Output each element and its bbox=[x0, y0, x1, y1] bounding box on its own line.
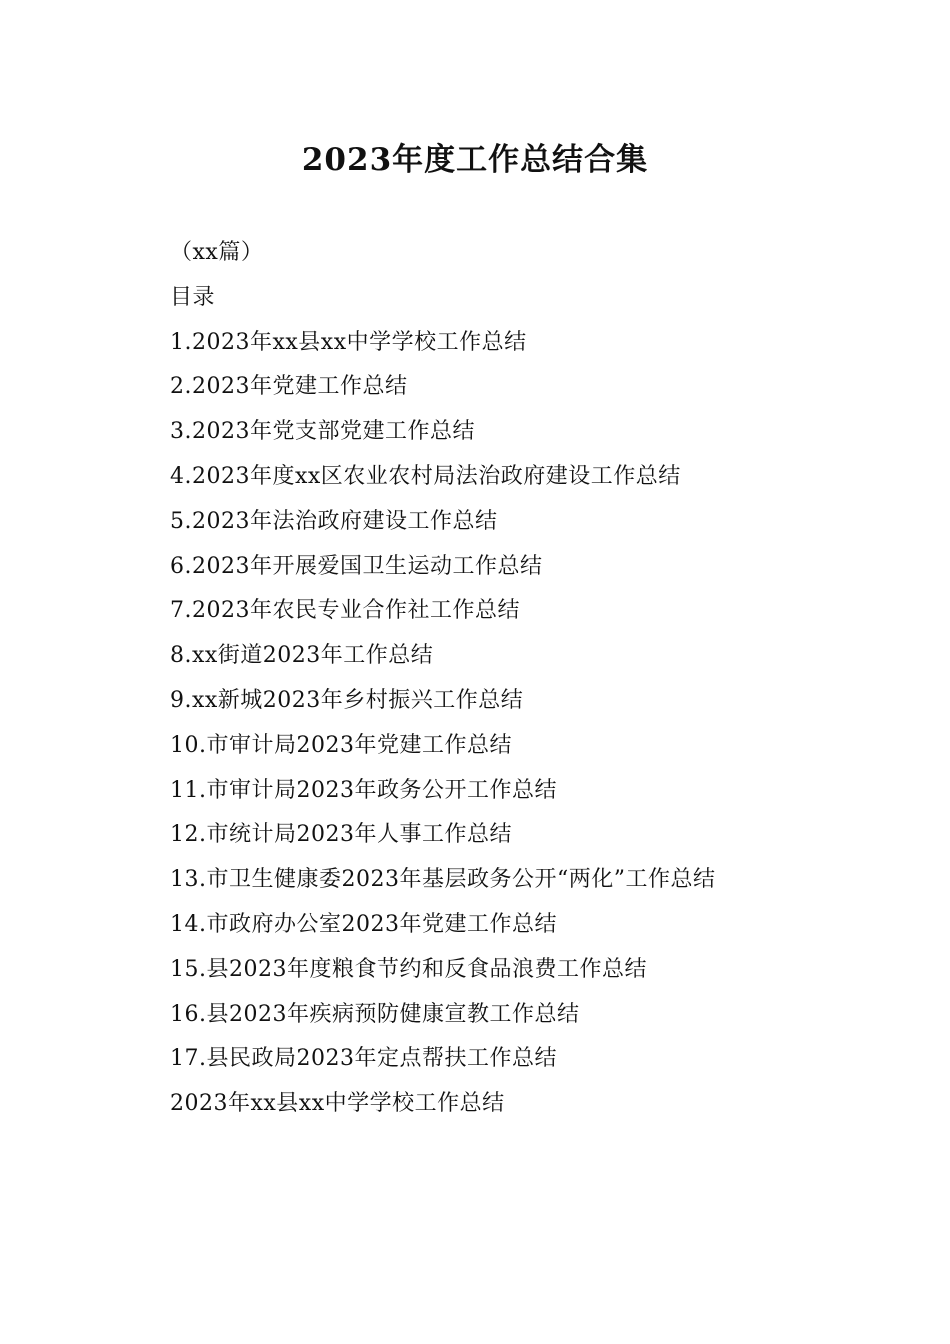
document-subtitle: （xx篇） bbox=[170, 240, 264, 265]
toc-heading: 目录 bbox=[170, 284, 216, 310]
toc-item: 16.县2023年疾病预防健康宣教工作总结 bbox=[170, 1001, 580, 1027]
toc-item: 2.2023年党建工作总结 bbox=[170, 374, 408, 400]
toc-item: 11.市审计局2023年政务公开工作总结 bbox=[170, 777, 557, 803]
toc-item: 10.市审计局2023年党建工作总结 bbox=[170, 732, 512, 758]
toc-item: 17.县民政局2023年定点帮扶工作总结 bbox=[170, 1046, 557, 1072]
toc-item: 7.2023年农民专业合作社工作总结 bbox=[170, 598, 520, 624]
toc-item: 15.县2023年度粮食节约和反食品浪费工作总结 bbox=[170, 956, 647, 982]
document-body bbox=[170, 231, 870, 1127]
toc-item: 13.市卫生健康委2023年基层政务公开“两化”工作总结 bbox=[170, 867, 716, 893]
table-of-contents bbox=[170, 321, 870, 1083]
toc-item: 6.2023年开展爱国卫生运动工作总结 bbox=[170, 553, 543, 579]
section-heading: 2023年xx县xx中学学校工作总结 bbox=[170, 1091, 505, 1117]
toc-item: 5.2023年法治政府建设工作总结 bbox=[170, 508, 498, 534]
toc-item: 3.2023年党支部党建工作总结 bbox=[170, 419, 475, 445]
toc-item: 1.2023年xx县xx中学学校工作总结 bbox=[170, 329, 527, 355]
toc-item: 4.2023年度xx区农业农村局法治政府建设工作总结 bbox=[170, 463, 681, 489]
toc-item: 12.市统计局2023年人事工作总结 bbox=[170, 822, 512, 848]
toc-item: 9.xx新城2023年乡村振兴工作总结 bbox=[170, 687, 524, 713]
document-title: 2023年度工作总结合集 bbox=[301, 142, 649, 178]
toc-item: 8.xx街道2023年工作总结 bbox=[170, 643, 434, 669]
toc-item: 14.市政府办公室2023年党建工作总结 bbox=[170, 911, 557, 937]
